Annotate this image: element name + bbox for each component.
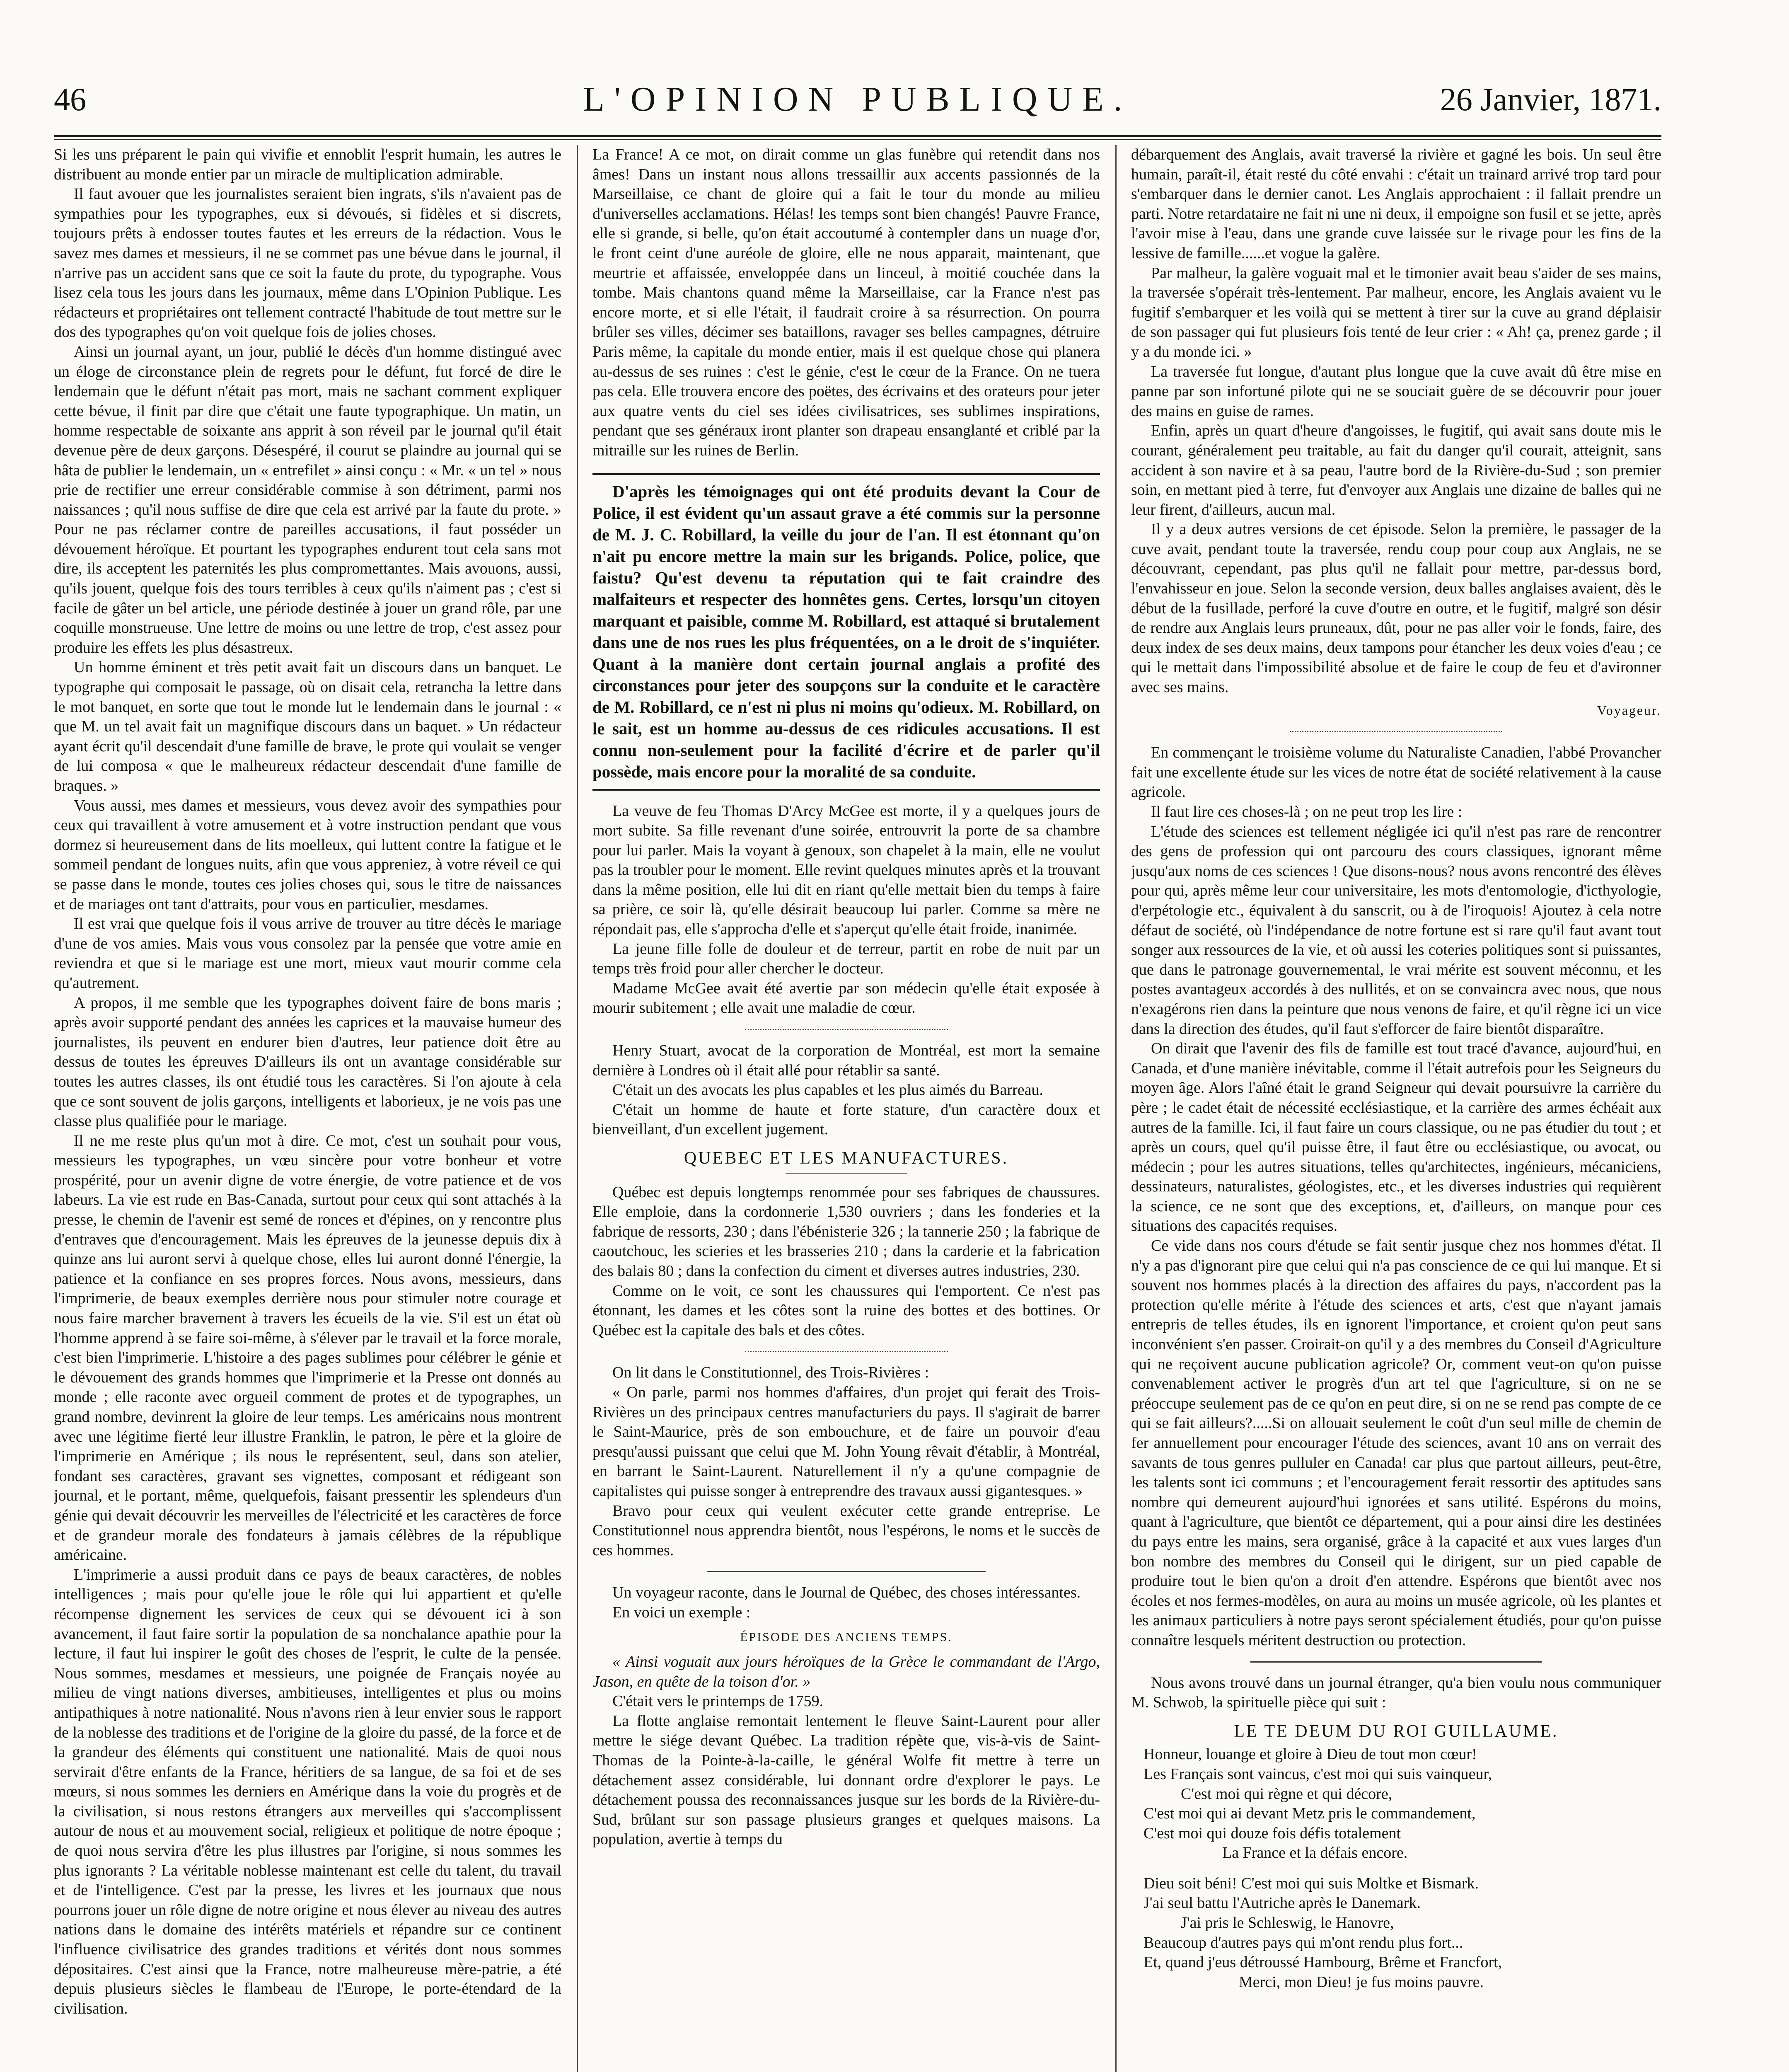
paragraph: On lit dans le Constitutionnel, des Trois-Rivières : — [612, 1364, 929, 1382]
paragraph: débarquement des Anglais, avait traversé la rivière et gagné les bois. Un seul être humain, paraît-il, était resté du côté envahi : c'était un trainard arrivé trop tard pour s'embarquer dans le dernier canot. Les Anglais approchaient : il fallait prendre un parti. Notre retardataire ne fait ni une ni deux, il empoigne son fusil et se jette, après l'avoir mise à l'eau, dans une grande cuve laissée sur le rivage pour les fins de la lessive de famille......et vogue la galère. — [1131, 146, 1661, 262]
poem-line: La France et la défais encore. — [1222, 1844, 1408, 1862]
paragraph: Il y a deux autres versions de cet épisode. Selon la première, le passager de la cuve avait, pendant toute la traversée, rendu coup pour coup aux Anglais, ne se découvrant, cependant, pas plus qu'il ne fallait pour mettre, par-dessus bord, l'envahisseur en joue. Selon la seconde version, deux balles anglaises avaient, dès le début de la fusillade, perforé la cuve d'outre en outre, et le fugitif, malgré son désir de rendre aux Anglais leurs pruneaux, dût, pour ne pas aller voir le fonds, faire, des deux index de ses deux mains, deux tampons pour étancher les deux voies d'eau ; ce qui le mettait dans l'impossibilité absolue et de faire le coup de feu et d'avironner avec ses mains. — [1131, 520, 1661, 696]
paragraph: Enfin, après un quart d'heure d'angoisses, le fugitif, qui avait sans doute mis le courant, généralement peu traitable, au fait du danger qu'il courait, atteignit, sans accident à son navire et à sa peau, l'autre bord de la Rivière-du-Sud ; son premier soin, en mettant pied à terre, fut d'envoyer aux Anglais une dizaine de balles qui ne leur firent, d'ailleurs, aucun mal. — [1131, 422, 1661, 518]
paragraph: Ce vide dans nos cours d'étude se fait sentir jusque chez nos hommes d'état. Il n'y a pas d'ignorant pire que celui qui n'a pas conscience de ce qui lui manque. Et si souvent nos hommes placés à la direction des affaires du pays, n'accordent pas la protection qu'elle mérite à l'étude des sciences et arts, c'est que n'ayant jamais entrepris de telles études, ils en ignorent l'importance, et croient qu'on peut sans inconvénient s'en passer. Croirait-on qu'il y a des membres du Conseil d'Agriculture qui ne reçoivent aucune publication agricole? Or, comment veut-on qu'on puisse convenablement activer le progrès d'un art tel que l'agriculture, si on ne se préoccupe seulement pas de ce qu'on en peut dire, si on ne se rend pas compte de ce qui se fait ailleurs?.....Si on allouait seulement le coût d'un seul mille de chemin de fer annuellement pour encourager l'étude des sciences, avant 10 ans on verrait des savants de tous genres pulluler en Canada! car plus que partout ailleurs, peut-être, les talents sont ici communs ; et l'encouragement ferait ressortir des aptitudes sans nombre qui demeurent aujourd'hui ignorées et sans utilité. Espérons du moins, quant à l'agriculture, que bientôt ce département, qui a pour ainsi dire les destinées du pays entre les mains, sera organisé, grâce à la capacité et aux vues larges d'un bon nombre des membres du Conseil qui le dirigent, sur un pied capable de produire tout le bien qu'on a droit d'en attendre. Espérons que bientôt avec nos écoles et nos fermes-modèles, on aura au moins un musée agricole, où les plantes et les animaux particuliers à notre pays seront spécialement étudiés, pour qu'on puisse connaître lesquels méritent destruction ou protection. — [1131, 1237, 1661, 1649]
separator — [1290, 731, 1502, 732]
paragraph: C'était un des avocats les plus capables et les plus aimés du Barreau. — [612, 1081, 1043, 1099]
paragraph: C'était vers le printemps de 1759. — [612, 1692, 824, 1710]
paragraph: Comme on le voit, ce sont les chaussures qui l'emportent. Ce n'est pas étonnant, les dames et les côtes sont la ruine des bottes et des bottines. Or Québec est la capitale des bals et des côtes. — [592, 1282, 1100, 1339]
page-header — [54, 79, 1661, 124]
poem-line: J'ai seul battu l'Autriche après le Danemark. — [1144, 1894, 1421, 1912]
paragraph: D'après les témoignages qui ont été produits devant la Cour de Police, il est évident qu'un assaut grave a été commis sur la personne de M. J. C. Robillard, la veille du jour de l'an. Il est étonnant qu'on n'ait pu encore mettre la main sur les brigands. Police, police, que faistu? Qu'est devenu ta réputation qui te fait craindre des malfaiteurs et respecter des honnêtes gens. Certes, lorsqu'un citoyen marquant et paisible, comme M. Robillard, est attaqué si brutalement dans une de nos rues les plus fréquentées, on a le droit de s'inquiéter. Quant à la manière dont certain journal anglais a profité des circonstances pour jeter des soupçons sur la conduite et le caractère de M. Robillard, ce n'est ni plus ni moins qu'odieux. M. Robillard, on le sait, est un homme au-dessus de ces ridicules accusations. Il est connu non-seulement pour la facilité d'écrire et de parler qu'il possède, mais encore pour la moralité de sa conduite. — [592, 482, 1100, 781]
poem-line: Dieu soit béni! C'est moi qui suis Moltke et Bismark. — [1144, 1874, 1479, 1892]
paragraph: Vous aussi, mes dames et messieurs, vous devez avoir des sympathies pour ceux qui travaillent à votre amusement et à votre instruction pendant que vous dormez si heureusement dans de lits moelleux, qui luttent contre la fatigue et le sommeil pendant de longues nuits, afin que vous appreniez, à votre réveil ce qui se passe dans le monde, toutes ces jolies choses qui, sous le titre de naissances et de mariages ont tant d'attraits, pour vous en particulier, mesdames. — [54, 796, 561, 913]
paragraph: Si les uns préparent le pain qui vivifie et ennoblit l'esprit humain, les autres le distribuent au monde entier par un miracle de multiplication admirable. — [54, 146, 561, 183]
paragraph: Ainsi un journal ayant, un jour, publié le décès d'un homme distingué avec un éloge de circonstance plein de regrets pour le défunt, fut forcé de dire le lendemain que le défunt n'était pas mort, mais ne sachant comment expliquer cette bévue, il finit par dire que c'était une faute typographique. Un matin, un homme respectable de soixante ans apprit à son réveil par le journal qu'il était devenue père de deux garçons. Désespéré, il courut se plaindre au journal qui se hâta de publier le lendemain, un « entrefilet » ainsi conçu : « Mr. « un tel » nous prie de rectifier une erreur considérable commise à son détriment, parmi nos naissances ; qu'il nous suffise de dire que cela est arrivé par la faute du prote. » Pour ne pas réclamer contre de pareilles accusations, il faut posséder un dévouement héroïque. Et pourtant les typographes endurent tout cela sans mot dire, ils acceptent les paternités les plus compromettantes. Mais avouons, aussi, qu'ils jouent, quelque fois des tours terribles à ceux qu'ils n'aiment pas ; c'est si facile de gâter un bel article, une période destinée à jouer un grand rôle, par une coquille monstrueuse. Une lettre de moins ou une lettre de trop, c'est assez pour produire les effets les plus désastreux. — [54, 343, 561, 656]
separator — [786, 1173, 907, 1174]
poem-line: Beaucoup d'autres pays qui m'ont rendu plus fort... — [1144, 1934, 1463, 1951]
poem-line: Les Français sont vaincus, c'est moi qui suis vainqueur, — [1144, 1765, 1492, 1783]
column-divider — [577, 145, 578, 2072]
column-2 — [592, 145, 1100, 2072]
paragraph: L'imprimerie a aussi produit dans ce pays de beaux caractères, de nobles intelligences ; mais pour qu'elle joue le rôle qui lui appartient et qu'elle récompense dignement les services de ceux qui se dévouent ici à son avancement, il faut faire sortir la population de sa nonchalance apathie pour la lecture, il faut lui inspirer le goût des choses de l'esprit, le culte de la pensée. Nous sommes, mesdames et messieurs, une poignée de Français noyée au milieu de vingt nations diverses, ambitieuses, intelligentes et plus ou moins antipathiques à notre nationalité. Nous n'avons rien à leur envier sous le rapport de la noblesse des traditions et de l'origine de la gloire du passé, de la force et de la grandeur des éléments qui constituent une nationalité. Mais de quoi nous servirait d'être enfants de la France, héritiers de sa langue, de sa foi et de ses mœurs, si nous sommes les derniers en Amérique dans la voie du progrès et de la civilisation, si nous restons étrangers aux merveilles qui s'accomplissent autour de nous et au mouvement social, religieux et politique de notre époque ; de quoi nous servira d'être les plus illustres par l'origine, si nous sommes les plus ignorants ? La véritable noblesse maintenant est celle du talent, du travail et de l'intelligence. C'est par la presse, les livres et les journaux que nous pourrons jouer un rôle digne de notre origine et nous élever au niveau des autres nations dans le domaine des intérêts matériels et répandre sur ce continent l'influence civilisatrice des grandes traditions et vérités dont nous sommes dépositaires. C'est ainsi que la France, notre malheureuse mère-patrie, a été depuis plusieurs siècles le flambeau de l'Europe, le porte-étendard de la civilisation. — [54, 1566, 561, 2017]
paragraph: Henry Stuart, avocat de la corporation de Montréal, est mort la semaine dernière à Londres où il était allé pour rétablir sa santé. — [592, 1042, 1100, 1079]
separator — [745, 1351, 948, 1352]
paragraph: C'était un homme de haute et forte stature, d'un caractère doux et bienveillant, d'un excellent jugement. — [592, 1101, 1100, 1138]
poem-line: J'ai pris le Schleswig, le Hanovre, — [1181, 1914, 1394, 1932]
paragraph: Par malheur, la galère voguait mal et le timonier avait beau s'aider de ses mains, la traversée s'opérait très-lentement. Par malheur, encore, les Anglais avaient vu le fugitif s'embarquer et les voilà qui se mettent à tirer sur la cuve au grand déplaisir de son passager qui fut plusieurs fois tenté de leur crier : « Ah! ça, prenez garde ; il y a du monde ici. » — [1131, 264, 1661, 361]
paragraph: En commençant le troisième volume du Naturaliste Canadien, l'abbé Provancher fait une excellente étude sur les vices de notre état de société relativement à la cause agricole. — [1131, 744, 1661, 801]
paragraph: Nous avons trouvé dans un journal étranger, qu'a bien voulu nous communiquer M. Schwob, la spirituelle pièce qui suit : — [1131, 1674, 1661, 1711]
separator — [707, 1571, 986, 1572]
separator — [1250, 1661, 1542, 1663]
masthead-title: L'OPINION PUBLIQUE. — [583, 80, 1132, 119]
paragraph: A propos, il me semble que les typographes doivent faire de bons maris ; après avoir supporté pendant des années les caprices et la mauvaise humeur des journalistes, ils peuvent en endurer bien d'autres, leur patience doit être au dessus de toutes les épreuves D'ailleurs ils ont un avantage considérable sur toutes les autres classes, ils ont étudié tous les caractères. Si l'on ajoute à cela que ce sont souvent de jolis garçons, intelligents et laborieux, je ne vois pas une classe plus qualifiée pour le mariage. — [54, 994, 561, 1130]
paragraph: Il faut lire ces choses-là ; on ne peut trop les lire : — [1151, 803, 1463, 821]
poem-line: Honneur, louange et gloire à Dieu de tout mon cœur! — [1144, 1745, 1477, 1763]
poem — [1131, 1745, 1661, 1992]
paragraph: Il ne me reste plus qu'un mot à dire. Ce mot, c'est un souhait pour vous, messieurs les typographes, un vœu sincère pour votre bonheur et votre prospérité, pour un avenir digne de votre énergie, de votre patience et de vos labeurs. La vie est rude en Bas-Canada, surtout pour ceux qui sont attachés à la presse, le chemin de l'avenir est semé de ronces et d'épines, on y rencontre plus d'entraves que d'encouragement. Mais les épreuves de la jeunesse depuis dix à quinze ans lui auront servi à quelque chose, elles lui auront donné l'énergie, la patience et la confiance en ses propres forces. Nous avons, messieurs, dans l'imprimerie, de beaux exemples derrière nous pour stimuler notre courage et nous faire marcher bravement à travers les écueils de la vie. S'il est un état où l'homme apprend à se faire soi-même, à s'élever par le travail et la force morale, c'est bien l'imprimerie. L'histoire a des pages sublimes pour célébrer le génie et le dévouement des grands hommes que l'imprimerie et la Presse ont donnés au monde ; elle raconte avec orgueil comment de protes et de typographes, un grand nombre, devinrent la gloire de leur temps. Les américains nous montrent avec une légitime fierté leur illustre Franklin, le patron, le père et la gloire de l'imprimerie en Amérique ; ils nous le représentent, seul, dans son atelier, fondant ses caractères, gravant ses vignettes, composant et rédigeant son journal, et le portant, même, quelquefois, faisant pressentir les splendeurs d'un génie qui devait découvrir les merveilles de l'électricité et les caractères de force et de grandeur morale des fondateurs à jamais célèbres de la république américaine. — [54, 1132, 561, 1564]
paragraph: On dirait que l'avenir des fils de famille est tout tracé d'avance, aujourd'hui, en Canada, et d'une manière inévitable, comme il l'était autrefois pour les Seigneurs du moyen âge. Alors l'aîné était le grand Seigneur qui devait poursuivre la carrière du père ; le cadet était de nécessité ecclésiastique, et la carrière des armes échéait aux autres de la famille. Ici, il faut faire un cours classique, ou ne pas étudier du tout ; et après un cours, quel qu'il puisse être, il faut être ou ecclésiastique, ou avocat, ou médecin ; pour les autres situations, telles qu'architectes, ingénieurs, mécaniciens, dessinateurs, naturalistes, géologistes, etc., et les diverses industries qui requièrent la science, ce ne sont que des exceptions, et, d'ailleurs, on manque pour ces situations des capacités requises. — [1131, 1040, 1661, 1235]
paragraph: Il est vrai que quelque fois il vous arrive de trouver au titre décès le mariage d'une de vos amies. Mais vous vous consolez par la pensée que votre amie en reviendra et que si le mariage est une mort, mieux vaut mourir comme cela qu'autrement. — [54, 915, 561, 992]
header-rule-thin — [54, 139, 1661, 140]
column-1 — [54, 145, 561, 2072]
paragraph: Québec est depuis longtemps renommée pour ses fabriques de chaussures. Elle emploie, dans la cordonnerie 1,530 ouvriers ; dans les fonderies et la fabrique de ressorts, 230 ; dans l'ébénisterie 326 ; la tannerie 250 ; la fabrique de caoutchouc, les scieries et les brasseries 210 ; dans la carderie et la fabrication des balais 80 ; dans la confection du ciment et diverses autres industries, 230. — [592, 1183, 1100, 1280]
poem-line: C'est moi qui douze fois défis totalement — [1144, 1824, 1401, 1842]
signature: Voyageur. — [1597, 702, 1661, 718]
poem-line: Merci, mon Dieu! je fus moins pauvre. — [1239, 1973, 1484, 1991]
paragraph: La traversée fut longue, d'autant plus longue que la cuve avait dû être mise en panne par son infortuné pilote qui ne se souciait guère de se découvrir pour jouer des mains en guise de rames. — [1131, 363, 1661, 420]
paragraph: « Ainsi voguait aux jours héroïques de la Grèce le commandant de l'Argo, Jason, en quête de la toison d'or. » — [592, 1653, 1100, 1690]
issue-date: 26 Janvier, 1871. — [1440, 81, 1661, 117]
poem-title: LE TE DEUM DU ROI GUILLAUME. — [1234, 1721, 1559, 1741]
paragraph: Madame McGee avait été avertie par son médecin qu'elle était exposée à mourir subitement ; elle avait une maladie de cœur. — [592, 979, 1100, 1017]
poem-line: Et, quand j'eus détroussé Hambourg, Brême et Francfort, — [1144, 1953, 1502, 1971]
paragraph: L'étude des sciences est tellement négligée ici qu'il n'est pas rare de rencontrer des gens de profession qui ont parcouru des cours classiques, ignorant même jusqu'aux noms de ces sciences ! Que disons-nous? nous avons rencontré des élèves pour qui, après même leur cour universitaire, les mots d'entomologie, d'icthyologie, d'erpétologie etc., équivalent à du sanscrit, ou à de l'iroquois! Ajoutez à cela notre défaut de société, où l'indépendance de notre fortune est si rare qu'il faut avant tout songer aux ressources de la vie, et où aussi les coteries politiques sont si puissantes, que dans le patronage gouvernemental, le vrai mérite est souvent méconnu, et les postes avantageux accordés à des nullités, et on se convaincra avec nous, que nous n'exagérons rien dans la peinture que nous venons de faire, et qu'il règne ici un vice dans la direction des études, qu'il faut s'efforcer de faire bientôt disparaître. — [1131, 823, 1661, 1038]
article-title: QUEBEC ET LES MANUFACTURES. — [684, 1149, 1009, 1168]
separator — [745, 1029, 948, 1030]
column-divider — [1115, 145, 1117, 2072]
boxed-article — [592, 473, 1100, 791]
column-3 — [1131, 145, 1661, 2072]
paragraph: « On parle, parmi nos hommes d'affaires, d'un projet qui ferait des Trois-Rivières un des principaux centres manufacturiers du pays. Il s'agirait de barrer le Saint-Maurice, près de son embouchure, et de faire un pouvoir d'eau presqu'aussi puissant que celui que M. John Young rêvait d'établir, à Montréal, en barrant le Saint-Laurent. Naturellement il n'y a qu'une compagnie de capitalistes qui puisse songer à entreprendre des travaux aussi gigantesques. » — [592, 1383, 1100, 1500]
paragraph: La France! A ce mot, on dirait comme un glas funèbre qui retendit dans nos âmes! Dans un instant nous allons tressaillir aux accents passionnés de la Marseillaise, ce chant de gloire qui a fait le tour du monde au milieu d'universelles acclamations. Hélas! les temps sont bien changés! Pauvre France, elle si grande, si belle, qu'on était accoutumé à contempler dans un nuage d'or, le front ceint d'une auréole de gloire, elle ne nous apparait, maintenant, que meurtrie et affaissée, enveloppée dans un linceul, à moitié couchée dans la tombe. Mais chantons quand même la Marseillaise, car la France n'est pas encore morte, et si elle l'était, il faudrait croire à sa résurrection. On pourra brûler ses villes, décimer ses bataillons, ravager ses belles campagnes, détruire Paris même, la capitale du monde entier, mais il est quelque chose qui planera au-dessus de ses ruines : c'est le génie, c'est le cœur de la France. On ne tuera pas cela. Elle trouvera encore des poëtes, des écrivains et des orateurs pour jeter aux quatre vents du ciel ses idées civilisatrices, ses sublimes inspirations, pendant que ses généraux iront planter son drapeau ensanglanté et criblé par la mitraille sur les ruines de Berlin. — [592, 146, 1100, 459]
paragraph: La jeune fille folle de douleur et de terreur, partit en robe de nuit par un temps très froid pour aller chercher le docteur. — [592, 940, 1100, 978]
paragraph: Bravo pour ceux qui veulent exécuter cette grande entreprise. Le Constitutionnel nous apprendra bientôt, nous l'espérons, le noms et le succès de ces hommes. — [592, 1502, 1100, 1559]
poem-line: C'est moi qui règne et qui décore, — [1181, 1785, 1393, 1803]
paragraph: En voici un exemple : — [612, 1603, 751, 1621]
paragraph: Il faut avouer que les journalistes seraient bien ingrats, s'ils n'avaient pas de sympathies pour les typographes, eux si dévoués, si fidèles et si discrets, toujours prêts à endosser toutes fautes et les erreurs de la rédaction. Vous le savez mes dames et messieurs, il ne se commet pas une bévue dans le journal, il n'arrive pas un accident sans que ce soit la faute du prote, du typographe. Vous lisez cela tous les jours dans les journaux, même dans L'Opinion Publique. Les rédacteurs et propriétaires ont tellement contracté l'habitude de tout mettre sur le dos des typographes qu'on voit quelque fois de jolies choses. — [54, 185, 561, 341]
paragraph: Un homme éminent et très petit avait fait un discours dans un banquet. Le typographe qui composait le passage, où on disait cela, retrancha la lettre dans le mot banquet, en sorte que tout le monde lut le lendemain dans le journal : « que M. un tel avait fait un magnifique discours dans un baquet. » Un rédacteur ayant écrit qu'il descendait d'une famille de brave, le prote qui voulait se venger de lui composa « que le malheureux rédacteur descendait d'une famille de braques. » — [54, 658, 561, 794]
poem-line: C'est moi qui ai devant Metz pris le commandement, — [1144, 1805, 1476, 1823]
paragraph: La flotte anglaise remontait lentement le fleuve Saint-Laurent pour aller mettre le siége devant Québec. La tradition répète que, vis-à-vis de Saint-Thomas de la Pointe-à-la-caille, le général Wolfe fit mettre à terre un détachement assez considérable, lui donnant ordre d'explorer le pays. Le détachement poussa des reconnaissances jusque sur les bords de la Rivière-du-Sud, brûlant sur son passage plusieurs granges et quelques maisons. La population, avertie à temps du — [592, 1712, 1100, 1848]
paragraph: La veuve de feu Thomas D'Arcy McGee est morte, il y a quelques jours de mort subite. Sa fille revenant d'une soirée, entrouvrit la porte de sa chambre pour lui parler. Mais la voyant à genoux, son chapelet à la main, elle ne voulut pas la troubler pour le moment. Elle revint quelques minutes après et la trouvant dans la même position, elle lui dit en riant qu'elle mettait bien du temps à faire sa prière, ce soir là, qu'elle désirait beaucoup lui parler. Comme sa mère ne répondait pas, elle s'approcha d'elle et s'aperçut qu'elle était froide, inanimée. — [592, 802, 1100, 938]
page-number: 46 — [54, 81, 86, 117]
header-rule — [54, 135, 1661, 137]
paragraph: Un voyageur raconte, dans le Journal de Québec, des choses intéressantes. — [612, 1584, 1081, 1602]
section-subtitle: ÉPISODE DES ANCIENS TEMPS. — [740, 1630, 953, 1644]
